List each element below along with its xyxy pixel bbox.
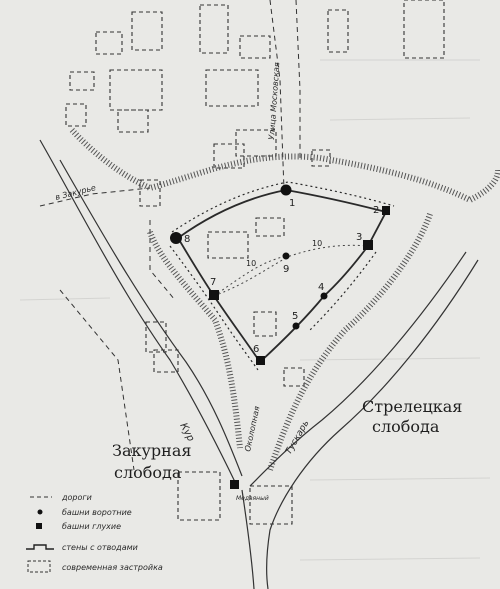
label-okolopnaya: Околопная	[243, 405, 262, 453]
tower-number-8: 8	[184, 234, 191, 245]
towers	[170, 185, 390, 490]
tuskar-river-west-bank	[250, 252, 466, 486]
tower-number-5: 5	[292, 311, 299, 322]
tower-1-gate	[281, 185, 292, 196]
legend-symbol-blind-towers	[36, 523, 42, 529]
tower-numbers	[184, 198, 379, 355]
label-streletskaya-line2: слобода	[372, 417, 440, 436]
label-medvyany-gate: Медвяный	[236, 495, 269, 502]
label-tuskar-river: Тускарь	[283, 418, 312, 457]
roads	[40, 0, 300, 470]
label-zakurnaya-line1: Закурная	[112, 441, 192, 460]
label-moskovskaya-street: Улица Московская	[267, 62, 282, 141]
legend	[26, 493, 163, 572]
kur-river-east-bank	[60, 160, 242, 476]
tower-2-blind	[382, 206, 390, 215]
legend-label-modern-buildings: современная застройка	[62, 563, 163, 572]
legend-symbol-modern-buildings	[28, 561, 50, 572]
tower-3-blind	[363, 240, 373, 250]
legend-symbol-walls	[26, 545, 54, 549]
fortress-walls	[170, 182, 394, 370]
label-zakurnaya-line2: слобода	[114, 463, 182, 482]
tower-number-9: 9	[283, 264, 290, 275]
legend-symbol-gate-towers	[38, 510, 43, 515]
tower-number-6: 6	[253, 344, 260, 355]
legend-label-walls: стены с отводами	[62, 543, 138, 552]
path-number-10a: 10	[246, 259, 257, 268]
tower-7-blind	[209, 290, 219, 300]
tower-5-gate	[293, 323, 300, 330]
path-number-10b: 10	[312, 239, 323, 248]
tower-6-blind	[256, 356, 265, 365]
tower-number-7: 7	[210, 277, 217, 288]
tower-number-4: 4	[318, 282, 325, 293]
legend-label-gate-towers: башни воротние	[62, 508, 132, 517]
tower-9-gate	[283, 253, 290, 260]
tower-4-gate	[321, 293, 328, 300]
tower-number-1: 1	[289, 198, 296, 209]
gate-medvyany	[230, 480, 239, 489]
label-kur-river: Кур	[177, 421, 197, 444]
label-streletskaya-line1: Стрелецкая	[362, 397, 463, 416]
tower-number-3: 3	[356, 232, 363, 243]
legend-label-blind-towers: башни глухие	[62, 522, 122, 531]
label-zakurye-road: в Закурье	[54, 183, 97, 202]
legend-label-roads: дороги	[62, 493, 92, 502]
paper-background	[20, 60, 490, 560]
tower-8-gate	[170, 232, 182, 244]
inner-paths	[214, 245, 368, 296]
tower-number-2: 2	[373, 205, 380, 216]
